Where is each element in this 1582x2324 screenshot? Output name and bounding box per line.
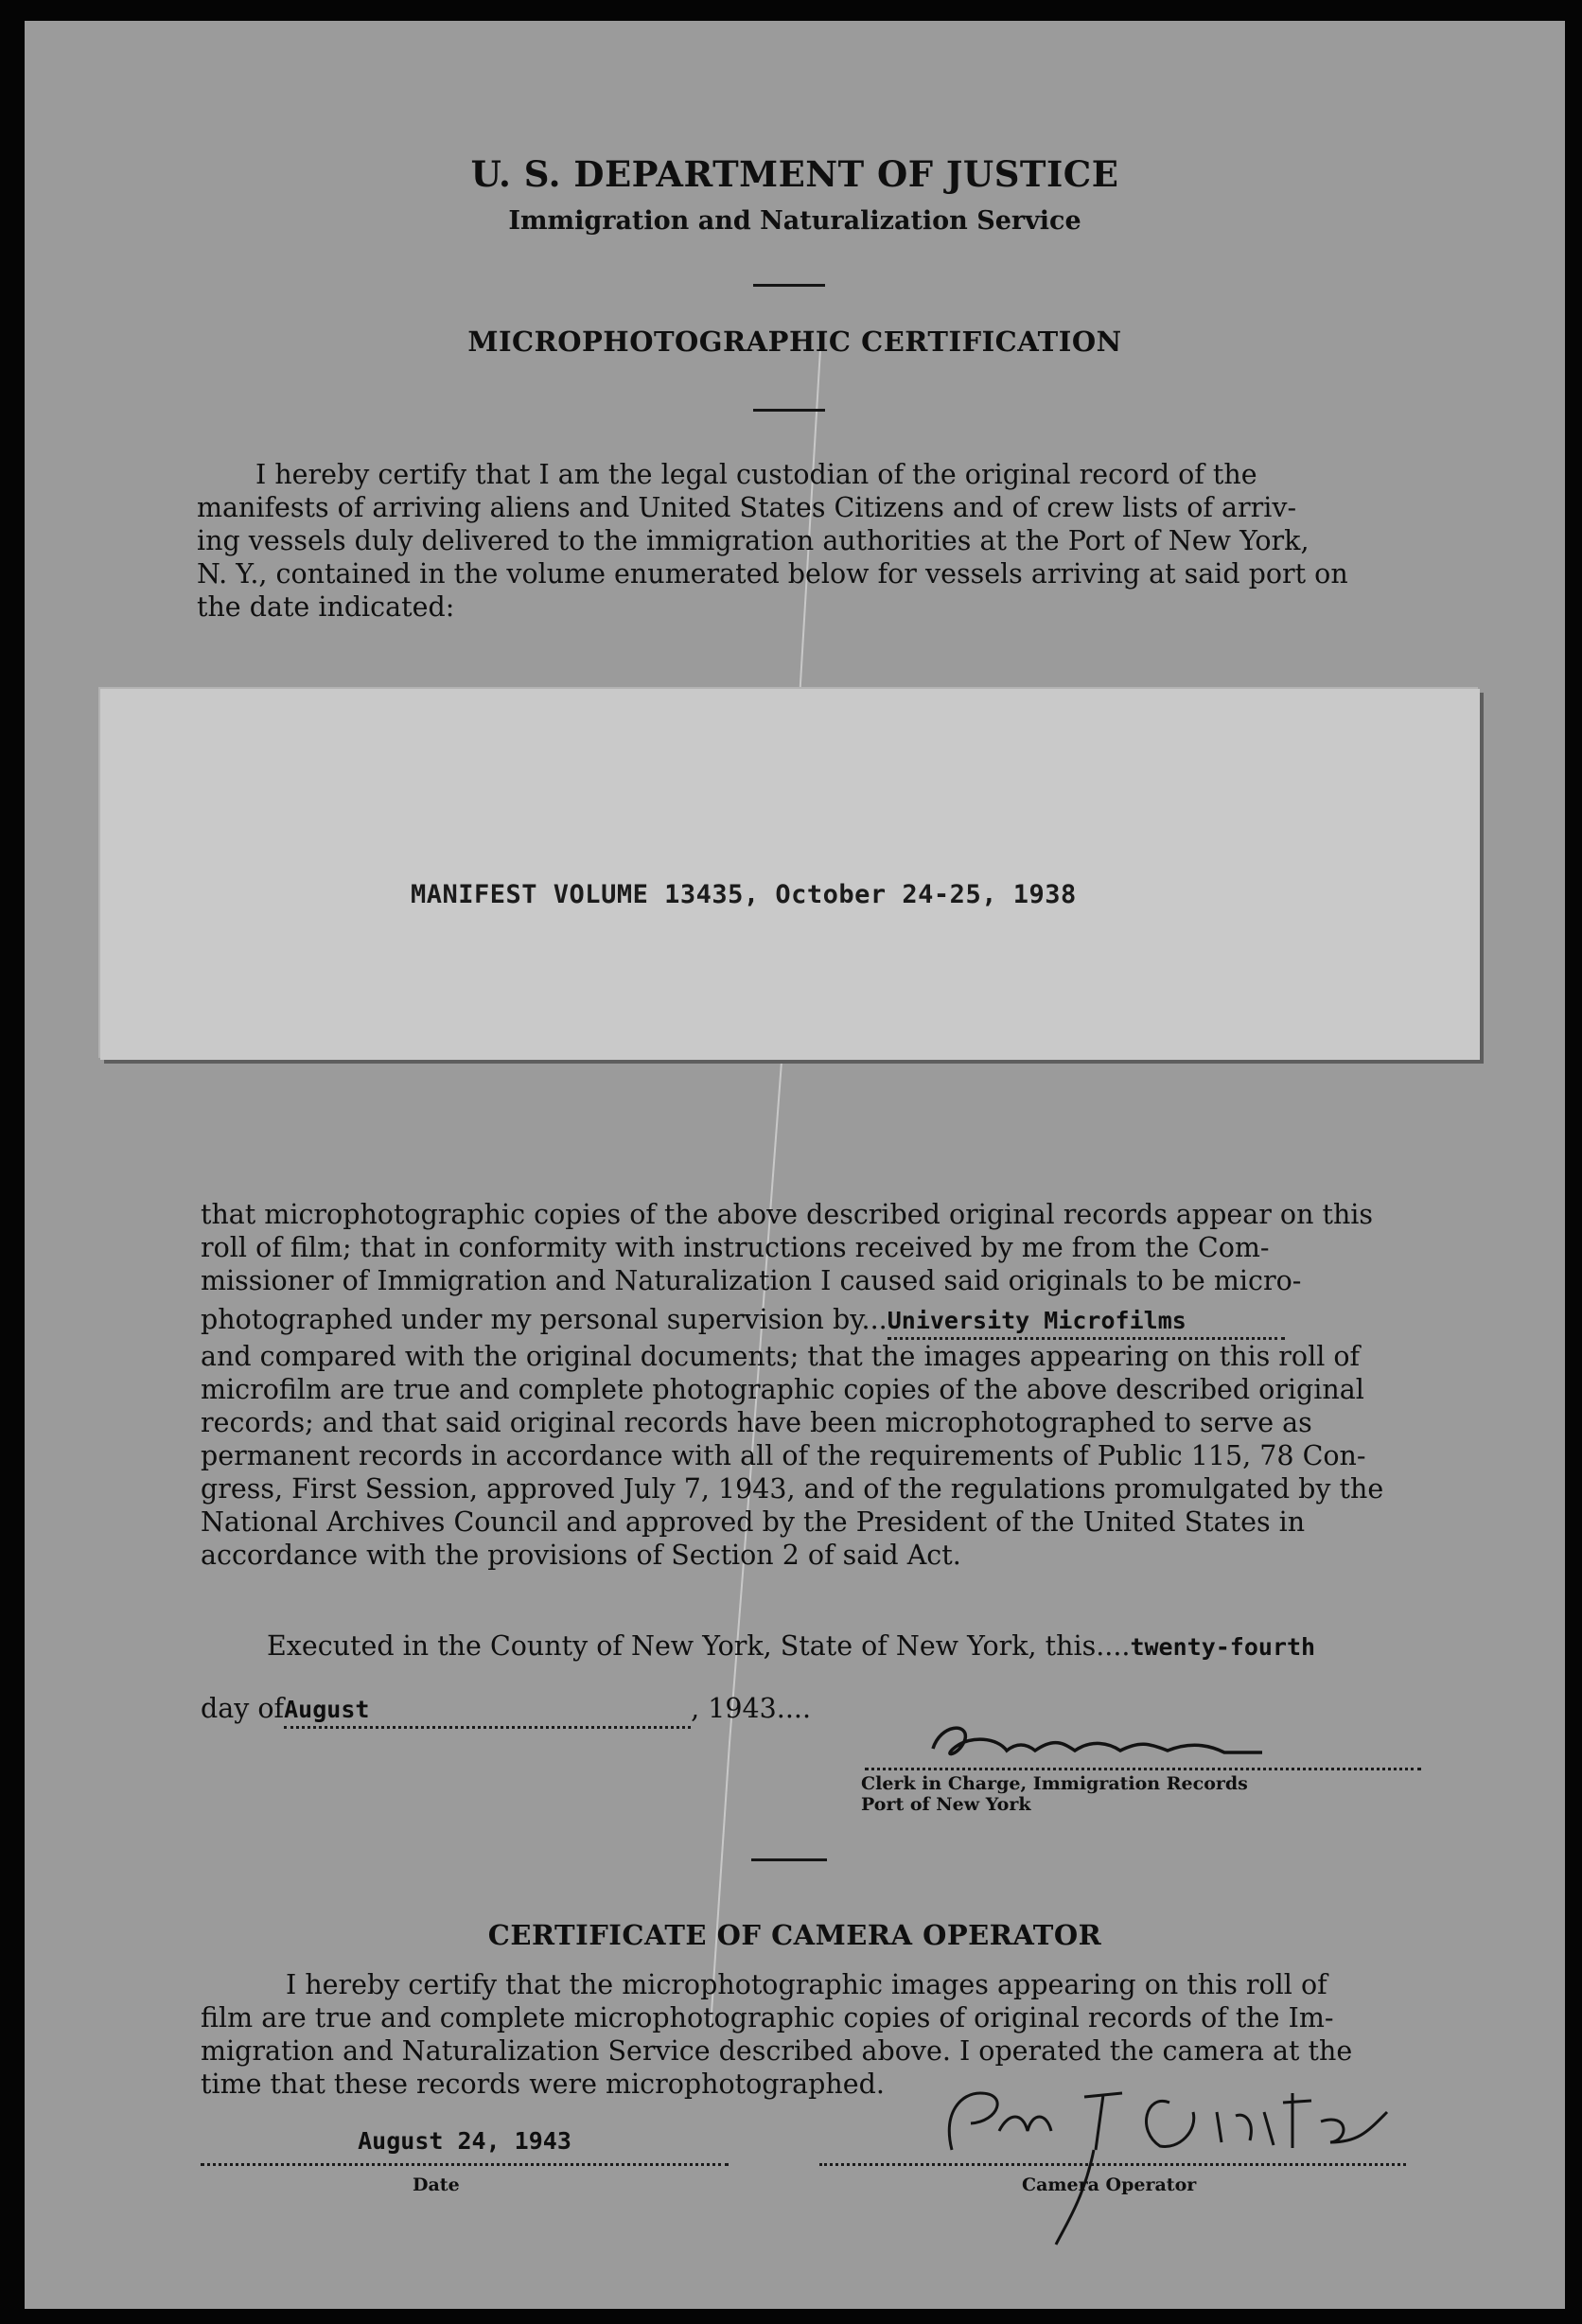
volume-label-box: [100, 689, 1480, 1060]
clerk-title-block: [861, 1773, 1248, 1815]
clerk-port: Port of New York: [861, 1794, 1031, 1815]
text-line: film are true and complete microphotographic copies of original records of the Im-: [201, 2002, 1334, 2034]
by-prefix: photographed under my personal supervision by...: [201, 1304, 888, 1335]
body-paragraph: [201, 1198, 1423, 1572]
executed-prefix: Executed in the County of New York, State of New York, this....: [267, 1630, 1131, 1662]
divider: [753, 409, 825, 412]
text-line: records; and that said original records have been microphotographed to serve as: [201, 1407, 1312, 1438]
executed-line: [267, 1629, 1315, 1664]
department-heading: U. S. DEPARTMENT OF JUSTICE: [470, 153, 1119, 195]
date-field: [201, 2127, 729, 2166]
year-value: , 1943: [691, 1693, 777, 1724]
operator-signature: [819, 2055, 1406, 2166]
text-line: I hereby certify that I am the legal custodian of the original record of the: [255, 459, 1257, 490]
text-line: ing vessels duly delivered to the immigration authorities at the Port of New York,: [197, 525, 1310, 556]
camera-certificate-title: CERTIFICATE OF CAMERA OPERATOR: [487, 1919, 1102, 1951]
day-of-line: day ofAugust , 1943....: [201, 1692, 811, 1729]
text-line: N. Y., contained in the volume enumerated below for vessels arriving at said port on: [197, 558, 1348, 590]
text-line: manifests of arriving aliens and United States Citizens and of crew lists of arriv-: [197, 492, 1297, 523]
text-line: I hereby certify that the microphotographic images appearing on this roll of: [286, 1969, 1327, 2000]
date-label: Date: [413, 2174, 460, 2195]
service-subheading: Immigration and Naturalization Service: [508, 206, 1081, 236]
manifest-volume-text: MANIFEST VOLUME 13435, October 24-25, 1938: [411, 880, 1077, 909]
intro-paragraph: [197, 458, 1417, 624]
clerk-title: Clerk in Charge, Immigration Records: [861, 1773, 1248, 1794]
text-line: roll of film; that in conformity with instructions received by me from the Com-: [201, 1232, 1270, 1263]
text-line: microfilm are true and complete photographic copies of the above described original: [201, 1374, 1364, 1405]
text-line: accordance with the provisions of Section 2 of said Act.: [201, 1540, 961, 1571]
text-line: migration and Naturalization Service described above. I operated the camera at the: [201, 2035, 1353, 2067]
text-line: that microphotographic copies of the above described original records appear on this: [201, 1199, 1374, 1230]
photographer-name: University Microfilms: [888, 1304, 1285, 1340]
text-line: and compared with the original documents; that the images appearing on this roll of: [201, 1341, 1361, 1372]
divider: [751, 1858, 827, 1861]
executed-day: twenty-fourth: [1130, 1633, 1316, 1661]
text-line: the date indicated:: [197, 591, 455, 623]
text-line: missioner of Immigration and Naturalization I caused said originals to be micro-: [201, 1265, 1302, 1296]
certification-title: MICROPHOTOGRAPHIC CERTIFICATION: [467, 326, 1122, 358]
text-line: [201, 1303, 1423, 1340]
text-line: National Archives Council and approved by the President of the United States in: [201, 1506, 1306, 1538]
day-of-prefix: day of: [201, 1693, 285, 1724]
text-line: gress, First Session, approved July 7, 1943, and of the regulations promulgated by the: [201, 1473, 1384, 1505]
film-crack-line: [25, 21, 1565, 2309]
clerk-signature: [865, 1715, 1421, 1770]
date-value: August 24, 1943: [358, 2127, 571, 2155]
certificate-sheet: [25, 21, 1565, 2309]
camera-operator-label: Camera Operator: [1022, 2174, 1197, 2195]
text-line: time that these records were microphotographed.: [201, 2069, 885, 2100]
divider: [753, 284, 825, 287]
month-value: August: [284, 1696, 370, 1723]
text-line: permanent records in accordance with all of the requirements of Public 115, 78 Con-: [201, 1440, 1366, 1471]
